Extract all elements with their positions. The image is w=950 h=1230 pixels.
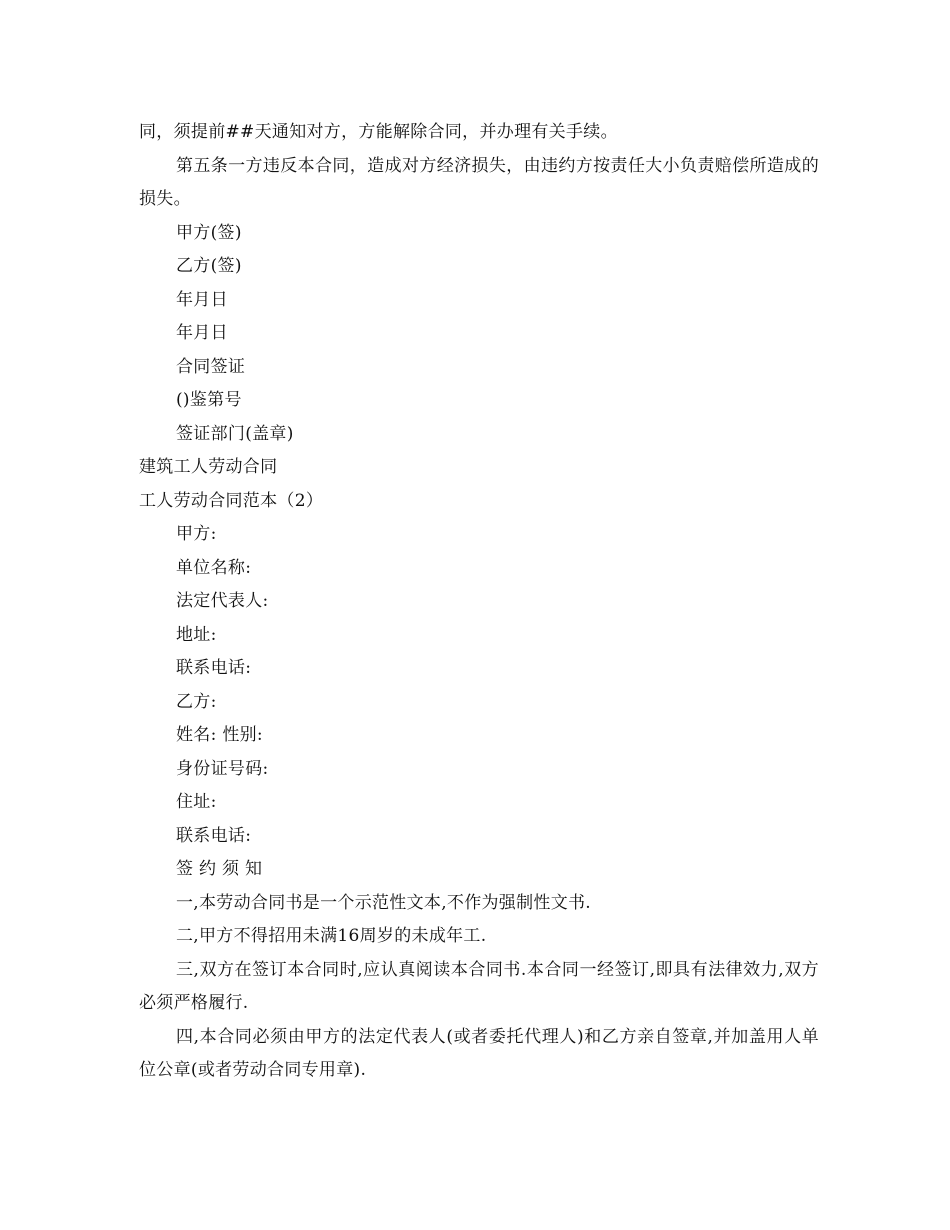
notice-heading: 签 约 须 知: [176, 859, 263, 879]
notice-item: 四,本合同必须由甲方的法定代表人(或者委托代理人)和乙方亲自签章,并加盖用人单位公章(或者劳动合同专用章).: [139, 1026, 819, 1080]
text-line: 同，须提前##天通知对方，方能解除合同，并办理有关手续。: [139, 122, 618, 142]
text-paragraph: 第五条一方违反本合同，造成对方经济损失，由违约方按责任大小负责赔偿所造成的损失。: [139, 155, 819, 209]
field-label-party-a: 甲方:: [176, 524, 217, 544]
field-label-legal-representative: 法定代表人:: [176, 591, 269, 611]
signature-line-party-b: 乙方(签): [176, 256, 242, 276]
contract-certification: 合同签证: [176, 356, 246, 377]
date-line: 年月日: [176, 323, 228, 343]
notice-item: 三,双方在签订本合同时,应认真阅读本合同书.本合同一经签订,即具有法律效力,双方必须严格履行.: [139, 959, 819, 1013]
section-subtitle: 工人劳动合同范本（2）: [139, 490, 324, 511]
notice-item: 二,甲方不得招用未满16周岁的未成年工.: [176, 926, 487, 946]
field-label-party-b: 乙方:: [176, 691, 217, 712]
field-label-company-name: 单位名称:: [176, 557, 252, 578]
field-label-phone: 联系电话:: [176, 825, 252, 846]
field-label-address: 地址:: [176, 624, 217, 645]
field-label-residence: 住址:: [176, 792, 217, 812]
notice-item: 一,本劳动合同书是一个示范性文本,不作为强制性文书.: [176, 892, 592, 913]
certification-department: 签证部门(盖章): [176, 423, 294, 444]
field-label-phone: 联系电话:: [176, 658, 252, 678]
section-title: 建筑工人劳动合同: [139, 457, 278, 477]
signature-line-party-a: 甲方(签): [176, 222, 242, 243]
field-label-id-number: 身份证号码:: [176, 758, 269, 779]
document-body: [139, 116, 819, 1088]
field-label-name-gender: 姓名: 性别:: [176, 725, 263, 745]
certification-number: ()鉴第号: [176, 390, 242, 410]
date-line: 年月日: [176, 289, 228, 310]
